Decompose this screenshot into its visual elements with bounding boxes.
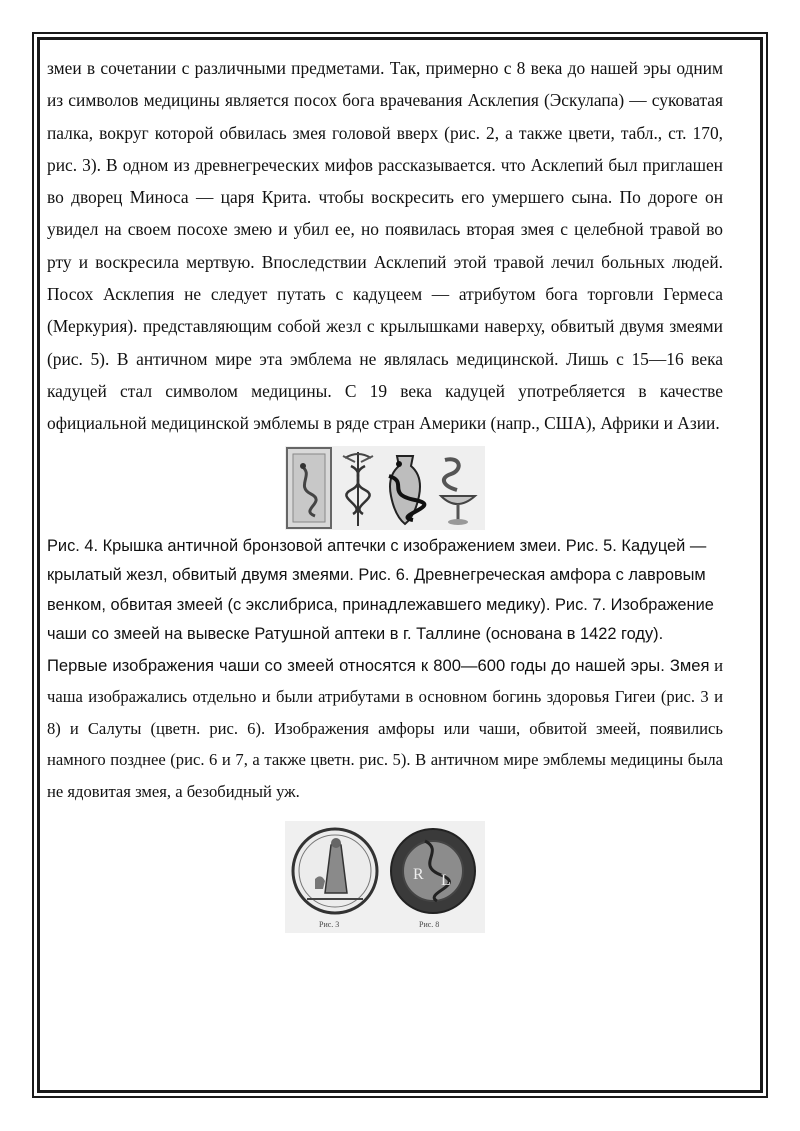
- emblem-letter-left: R: [413, 866, 424, 884]
- amphora-snake-icon: [389, 456, 424, 524]
- figure-caption: Рис. 4. Крышка античной бронзовой аптечки с изображением змеи. Рис. 5. Кадуцей — крылатый жезл, обвитый двумя змеями. Рис. 6. Древнегреческая амфора с лавровым венком, обвитая змеей (с экслибриса, принадлежавшего медику). Рис. 7. Изображение чаши со змеей на вывеске Ратушной аптеки в г. Таллине (основана в 1422 году).: [47, 536, 714, 644]
- figure-label-8: Рис. 8: [419, 920, 440, 930]
- caduceus-icon: [343, 452, 373, 526]
- paragraph-asclepius: змеи в сочетании с различными предметами. Так, примерно с 8 века до нашей эры одним из символов медицины является посох бога врачевания Асклепия (Эскулапа) — суковатая палка, вокруг которой обвилась змея головой вверх (рис. 2, а также цвети, табл., ст. 170, рис. 3). В одном из древнегреческих мифов рассказывается. что Асклепий был приглашен во дворец Миноса — царя Крита. чтобы воскресить его умершего сына. По дороге он увидел на своем посохе змею и убил ее, но появилась вторая змея с целебной травой во рту и воскресила мертвую. Впоследствии Асклепий этой травой лечил больных людей. Посох Асклепия не следует путать с кадуцеем — атрибутом бога торговли Гермеса (Меркурия). представляющим собой жезл с крылышками наверху, обвитый двумя змеями (рис. 5). В античном мире эта эмблема не являлась медицинской. Лишь с 15—16 века кадуцей стал символом медицины. С 19 века кадуцей употребляется в качестве официальной медицинской эмблемы в ряде стран Америки (напр., США), Африки и Азии.: [47, 58, 723, 434]
- emblem-letter-right: L: [441, 872, 451, 890]
- figure-label-3: Рис. 3: [319, 920, 340, 930]
- page-content: [47, 52, 723, 933]
- figure-symbols-4-7: [285, 446, 485, 530]
- pharmacy-lid-icon: [287, 448, 331, 528]
- wreath-emblem-icon: [391, 829, 475, 913]
- paragraph-bowl-snake-first-line: Первые изображения чаши со змеей относятся к 800—600 годы до нашей эры. Змея: [47, 655, 710, 675]
- paragraph-bowl-snake-rest: и чаша изображались отдельно и были атрибутами в основном богинь здоровья Гигеи (рис. 3 и 8) и Салуты (цветн. рис. 6). Изображения амфоры или чаши, обвитой змеей, появились намного позднее (рис. 6 и 7, а также цветн. рис. 5). В античном мире эмблемы медицины была не ядовитая змея, а безобидный уж.: [47, 655, 723, 801]
- figure-hygieia-emblems: [285, 821, 485, 933]
- figure-symbols-image: [285, 446, 485, 530]
- bowl-snake-icon: [441, 459, 475, 525]
- paragraph-bowl-snake: [47, 650, 723, 808]
- figure-emblems-image: [285, 821, 485, 933]
- hygieia-medallion-icon: [293, 829, 377, 913]
